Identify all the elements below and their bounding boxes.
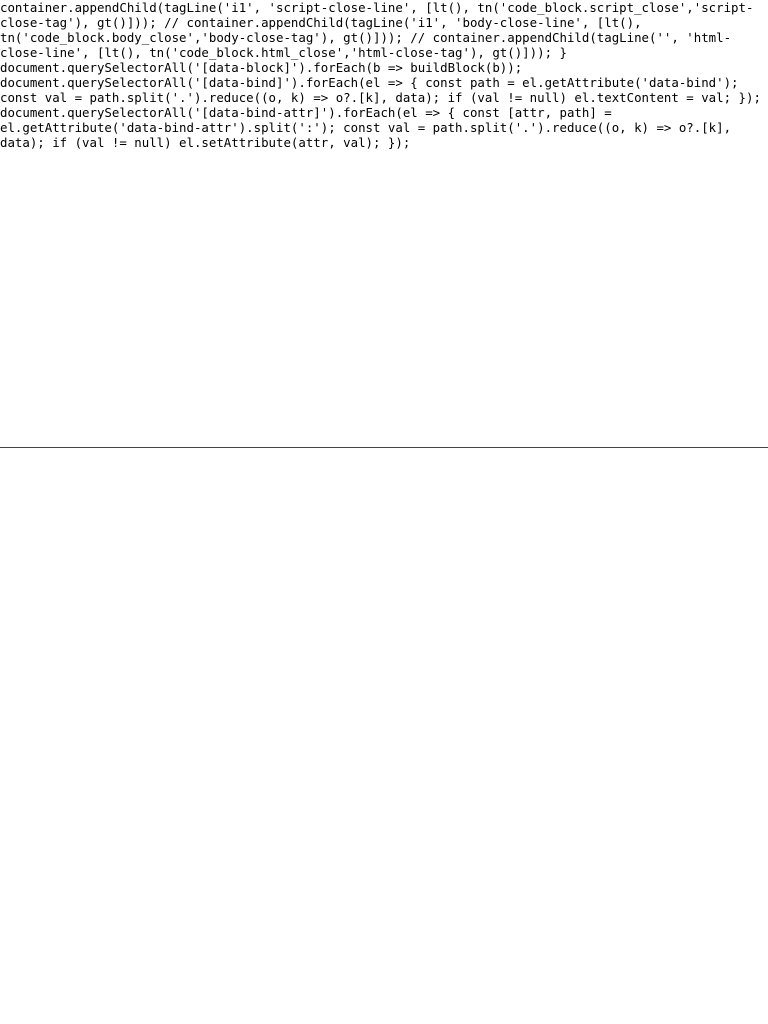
note-line-2 <box>92 475 732 490</box>
page-divider <box>0 447 768 448</box>
note-line-1 <box>92 953 732 968</box>
note-line-2 <box>92 968 732 983</box>
note-line-1 <box>92 460 732 475</box>
instruction-note-2 <box>92 953 732 984</box>
instruction-note-1 <box>92 460 732 491</box>
